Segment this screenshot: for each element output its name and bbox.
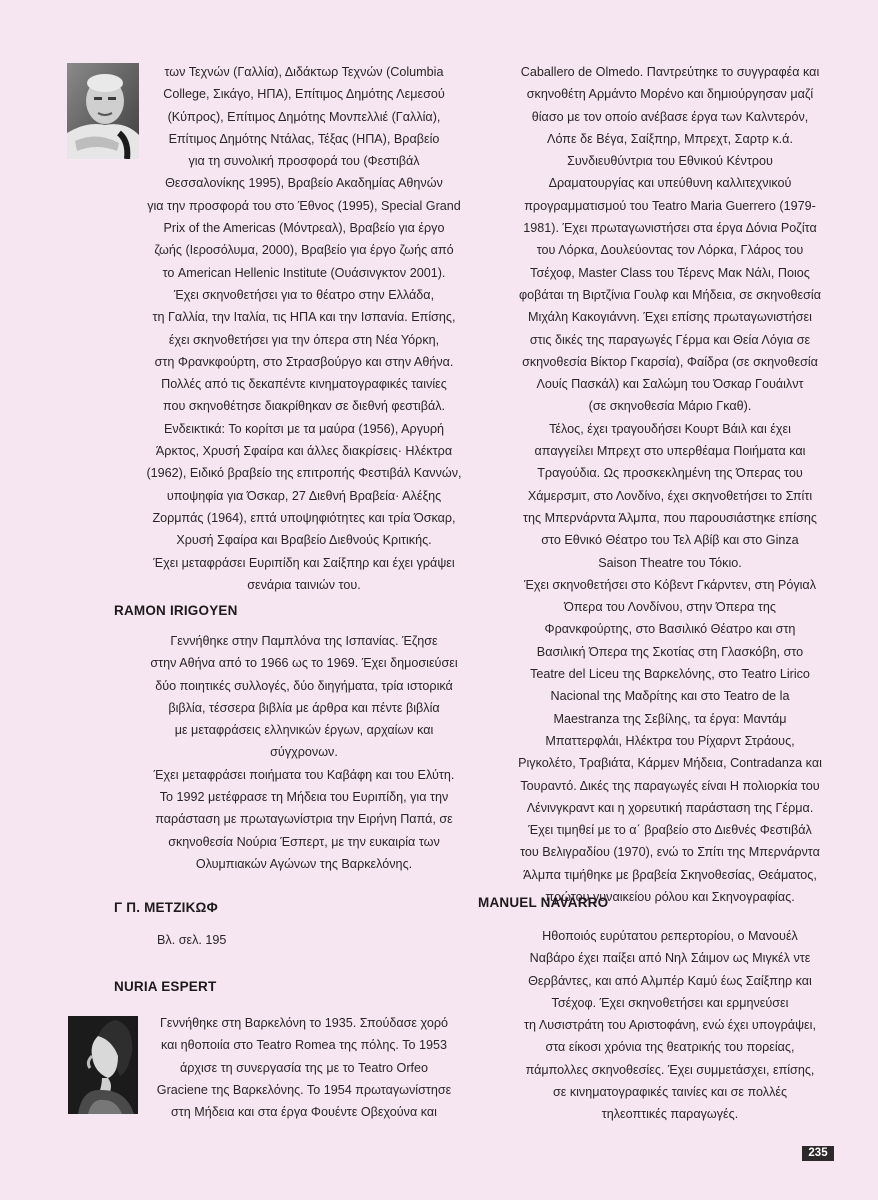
text-line: απαγγείλει Μπρεχτ στο υπερθέαμα Ποιήματα και	[534, 444, 806, 459]
text-line: Τέλος, έχει τραγουδήσει Κουρτ Βάιλ και έχει	[549, 421, 791, 436]
text-line: (σε σκηνοθεσία Μάριο Γκαθ).	[588, 399, 752, 414]
text-line: Maestranza της Σεβίλης, τα έργα: Μαντάμ	[553, 711, 787, 726]
text-line: Τσέχοφ, Master Class του Τέρενς Μακ Νάλι, Ποιος	[530, 265, 810, 280]
text-line: Φρανκφούρτης, στο Βασιλικό Θέατρο και στη	[544, 622, 796, 637]
text-line: τη Γαλλία, την Ιταλία, τις ΗΠΑ και την Ισπανία. Επίσης,	[152, 310, 456, 325]
text-line: για τη συνολική προσφορά του (Φεστιβάλ	[188, 154, 420, 169]
text-line: Saison Theatre του Τόκιο.	[598, 555, 742, 570]
bio-manuel-navarro	[507, 925, 833, 1126]
text-line: Έχει σκηνοθετήσει για το θέατρο στην Ελλάδα,	[173, 287, 435, 302]
text-line: Ηθοποιός ευρύτατου ρεπερτορίου, ο Μανουέλ	[542, 929, 798, 943]
text-line: σκηνοθέτη Αρμάντο Μορένο και δημιούργησαν μαζί	[526, 87, 814, 102]
text-line: Μιχάλη Κακογιάννη. Έχει επίσης πρωταγωνιστήσει	[528, 310, 812, 325]
page-number: 235	[802, 1146, 834, 1161]
text-line: Nacional της Μαδρίτης και στο Teatro de la	[550, 689, 790, 704]
text-line: Τραγούδια. Ως προσκεκλημένη της Όπερας του	[537, 466, 803, 481]
portrait-photo-woman	[68, 1016, 138, 1114]
text-line: Ενδεικτικά: Το κορίτσι με τα μαύρα (1956), Αργυρή	[163, 421, 445, 436]
text-line: στα είκοσι χρόνια της θεατρικής του πορείας,	[545, 1040, 795, 1055]
ref-metzikof	[157, 929, 277, 951]
text-line: Επίτιμος Δημότης Ντάλας, Τέξας (ΗΠΑ), Βραβείο	[168, 131, 440, 146]
text-line: του Λόρκα, Δουλεύοντας τον Λόρκα, Γλάρος του	[536, 243, 804, 258]
text-line: το American Hellenic Institute (Ουάσινγκτον 2001).	[162, 265, 446, 280]
text-line: Γεννήθηκε στη Βαρκελόνη το 1935. Σπούδασε χορό	[159, 1016, 448, 1030]
text-line: Ναβάρο έχει παίξει από Νηλ Σάιμον ως Μιγκέλ ντε	[529, 951, 811, 966]
text-line: Θερβάντες, και από Αλμπέρ Καμύ έως Σαίξπηρ και	[528, 973, 812, 988]
text-line: (Κύπρος), Επίτιμος Δημότης Μονπελλιέ (Γαλλία),	[167, 109, 441, 124]
text-line: για την προσφορά του στο Έθνος (1995), Special Grand	[147, 198, 461, 213]
text-line: στις δικές της παραγωγές Γέρμα και Θεία Λόγια σε	[529, 332, 811, 347]
text-line: Caballero de Olmedo. Παντρεύτηκε το συγγραφέα και	[520, 65, 820, 79]
text-line: Πολλές από τις δεκαπέντε κινηματογραφικές ταινίες	[161, 377, 447, 392]
text-line: Ζορμπάς (1964), επτά υποψηφιότητες και τρία Όσκαρ,	[152, 510, 456, 525]
text-line: Ριγκολέτο, Τραβιάτα, Κάρμεν Μήδεια, Contradanza και	[518, 756, 822, 771]
text-line: που σκηνοθέτησε διακρίθηκαν σε διεθνή φεστιβάλ.	[162, 399, 446, 414]
text-line: με μεταφράσεις ελληνικών έργων, αρχαίων και	[174, 723, 434, 738]
portrait-photo-man	[67, 63, 139, 159]
text-line: Έχει μεταφράσει Ευριπίδη και Σαίξπηρ και έχει γράψει	[153, 555, 455, 570]
text-line: Μπαττερφλάι, Ηλέκτρα του Ρίχαρντ Στράους,	[545, 733, 795, 748]
text-line: Άλμπα τιμήθηκε με βραβεία Σκηνοθεσίας, Θεάματος,	[523, 867, 817, 882]
heading-nuria-espert: NURIA ESPERT	[114, 979, 217, 994]
bio-nuria-espert-continued	[507, 61, 833, 908]
text-line: ζωής (Ιεροσόλυμα, 2000), Βραβείο για έργο ζωής από	[154, 243, 454, 258]
text-line: Όπερα του Λονδίνου, στην Όπερα της	[564, 600, 776, 615]
text-line: Teatre del Liceu της Βαρκελόνης, στο Teatro Lirico	[530, 667, 810, 682]
text-line: Τουραντό. Δικές της παραγωγές είναι Η πολιορκία του	[520, 778, 820, 793]
text-line: Χάμερσμιτ, στο Λονδίνο, έχει σκηνοθετήσει το Σπίτι	[527, 488, 813, 503]
text-line: 1981). Έχει πρωταγωνιστήσει στα έργα Δόνια Ροζίτα	[523, 221, 817, 236]
text-line: του Βελιγραδίου (1970), ενώ το Σπίτι της Μπερνάρντα	[520, 845, 820, 860]
bio-cacoyannis-continued	[143, 61, 465, 596]
text-line: παράσταση με πρωταγωνίστρια την Ειρήνη Παπά, σε	[155, 812, 453, 827]
text-line: στην Αθήνα από το 1966 ως το 1969. Έχει δημοσιεύσει	[150, 656, 458, 671]
text-line: άρχισε τη συνεργασία της με το Teatro Orfeo	[179, 1060, 429, 1075]
heading-metzikof: Γ Π. ΜΕΤΖΙΚΩΦ	[114, 900, 218, 915]
text-line: Λουίς Πασκάλ) και Σαλώμη του Όσκαρ Γουάιλντ	[536, 377, 804, 392]
text-line: τηλεοπτικές παραγωγές.	[601, 1107, 739, 1122]
text-line: Λόπε δε Βέγα, Σαίξπηρ, Μπρεχτ, Σαρτρ κ.ά.	[547, 131, 793, 146]
text-line: (1962), Ειδικό βραβείο της επιτροπής Φεστιβάλ Καννών,	[146, 466, 462, 481]
text-line: στη Μήδεια και στα έργα Φουέντε Οβεχούνα και	[171, 1105, 437, 1120]
text-line: College, Σικάγο, ΗΠΑ), Επίτιμος Δημότης Λεμεσού	[163, 87, 445, 102]
text-line: Δραματουργίας και υπεύθυνη καλλιτεχνικού	[548, 176, 792, 191]
text-line: σενάρια ταινιών του.	[247, 577, 361, 592]
heading-manuel-navarro: MANUEL NAVARRO	[478, 895, 609, 910]
text-line: Έχει μεταφράσει ποιήματα του Καβάφη και του Ελύτη.	[153, 767, 455, 782]
text-line: Βλ. σελ. 195	[157, 933, 227, 947]
text-line: Graciene της Βαρκελόνης. Το 1954 πρωταγωνίστησε	[156, 1082, 452, 1097]
bio-ramon-irigoyen	[143, 630, 465, 875]
text-line: Το 1992 μετέφρασε τη Μήδεια του Ευριπίδη, για την	[159, 790, 449, 805]
text-line: σε κινηματογραφικές ταινίες και σε πολλές	[552, 1085, 788, 1100]
text-line: βιβλία, τέσσερα βιβλία με άρθρα και πέντε βιβλία	[168, 700, 440, 715]
text-line: Έχει σκηνοθετήσει στο Κόβεντ Γκάρντεν, στη Ρόγιαλ	[523, 577, 817, 592]
text-line: τη Λυσιστράτη του Αριστοφάνη, ενώ έχει υπογράψει,	[524, 1018, 816, 1033]
text-line: της Μπερνάρντα Άλμπα, που παρουσιάστηκε επίσης	[523, 510, 817, 525]
text-line: Θεσσαλονίκης 1995), Βραβείο Ακαδημίας Αθηνών	[165, 176, 443, 191]
text-line: Γεννήθηκε στην Παμπλόνα της Ισπανίας. Έζησε	[170, 634, 438, 648]
text-line: Συνδιευθύντρια του Εθνικού Κέντρου	[567, 154, 773, 169]
text-line: και ηθοποιία στο Teatro Romea της πόλης. Το 1953	[160, 1038, 448, 1053]
text-line: προγραμματισμού του Teatro Maria Guerrero (1979-	[524, 198, 816, 213]
text-line: στη Φρανκφούρτη, στο Στρασβούργο και στην Αθήνα.	[154, 354, 454, 369]
text-line: υποψηφία για Όσκαρ, 27 Διεθνή Βραβεία· Αλέξης	[166, 488, 442, 503]
text-line: Λένινγκραντ και η χορευτική παράσταση της Γέρμα.	[526, 800, 814, 815]
text-line: σκηνοθεσία Βίκτορ Γκαρσία), Φαίδρα (σε σκηνοθεσία	[522, 354, 818, 369]
text-line: δύο ποιητικές συλλογές, δύο διηγήματα, τρία ιστορικά	[155, 678, 453, 693]
text-line: πάμπολλες σκηνοθεσίες. Έχει συμμετάσχει, επίσης,	[525, 1062, 815, 1077]
text-line: Άρκτος, Χρυσή Σφαίρα και άλλες διακρίσεις· Ηλέκτρα	[155, 444, 453, 459]
text-line: Βασιλική Όπερα της Σκοτίας στη Γλασκόβη, στο	[536, 644, 804, 659]
text-line: στο Εθνικό Θέατρο του Τελ Αβίβ και στο Ginza	[541, 533, 799, 548]
text-line: σκηνοθεσία Νούρια Έσπερτ, με την ευκαιρία των	[168, 834, 440, 849]
text-line: Ολυμπιακών Αγώνων της Βαρκελόνης.	[195, 856, 413, 871]
text-line: Χρυσή Σφαίρα και Βραβείο Διεθνούς Κριτικής.	[176, 533, 432, 548]
bio-nuria-espert	[143, 1012, 465, 1123]
text-line: Τσέχοφ. Έχει σκηνοθετήσει και ερμηνεύσει	[551, 995, 789, 1010]
text-line: Prix of the Americas (Μόντρεαλ), Βραβείο για έργο	[163, 221, 445, 236]
text-line: Έχει τιμηθεί με το α΄ βραβείο στο Διεθνές Φεστιβάλ	[528, 823, 812, 838]
text-line: θίασο με τον οποίο ανέβασε έργα των Καλντερόν,	[531, 109, 809, 124]
text-line: έχει σκηνοθετήσει για την όπερα στη Νέα Υόρκη,	[168, 332, 440, 347]
text-line: σύγχρονων.	[270, 745, 338, 760]
heading-ramon-irigoyen: RAMON IRIGOYEN	[114, 603, 238, 618]
text-line: φοβάται τη Βιρτζίνια Γουλφ και Μήδεια, σε σκηνοθεσία	[519, 287, 821, 302]
text-line: των Τεχνών (Γαλλία), Διδάκτωρ Τεχνών (Columbia	[164, 65, 444, 79]
text-line: πρώτου γυναικείου ρόλου και Σκηνογραφίας.	[545, 889, 795, 904]
